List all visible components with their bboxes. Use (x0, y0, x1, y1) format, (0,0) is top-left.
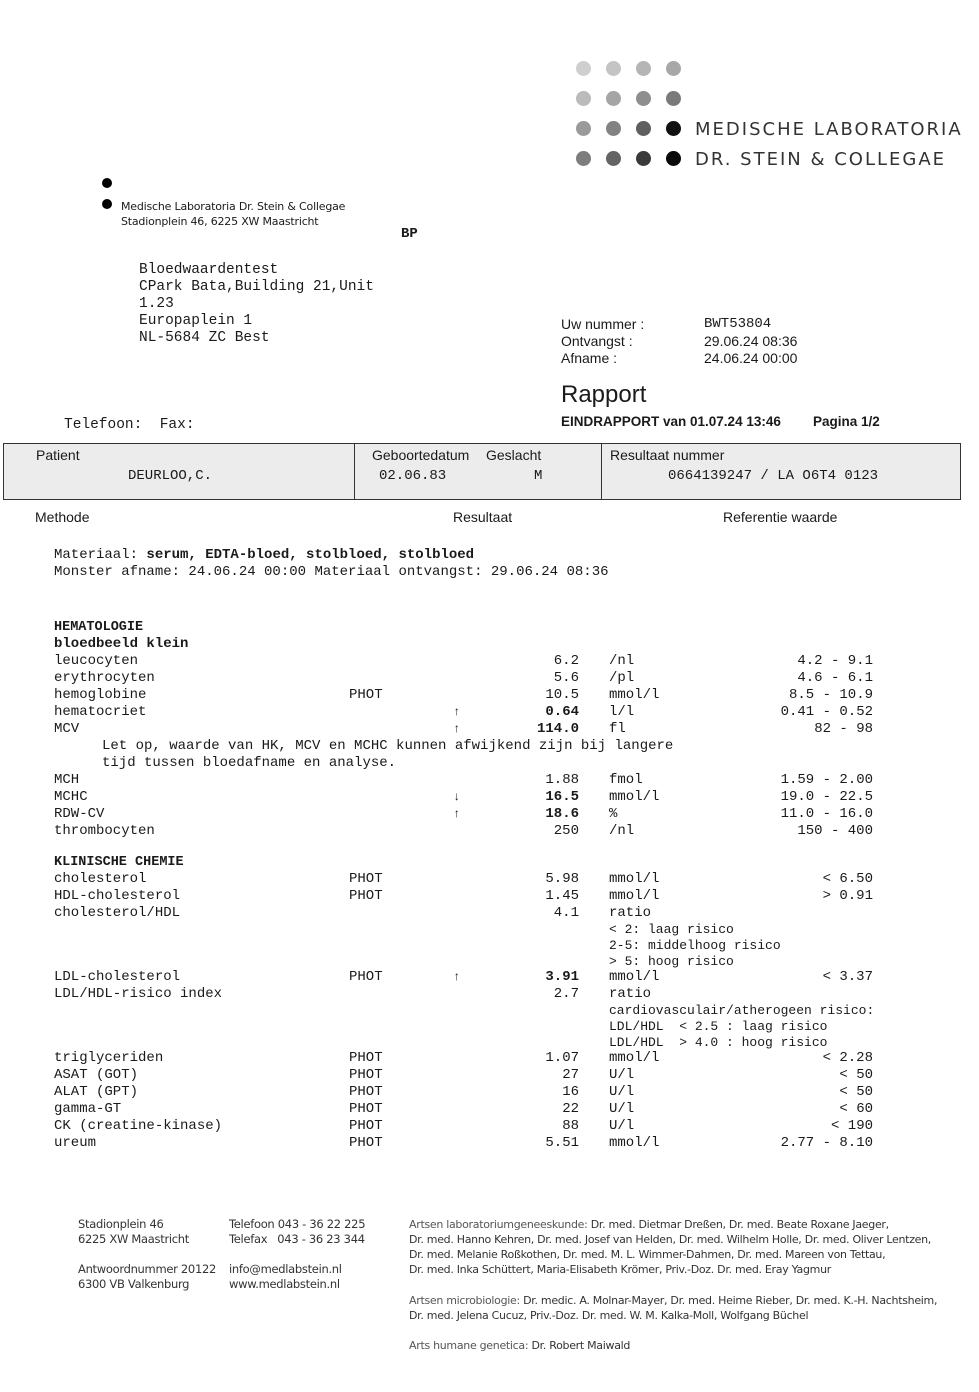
test-unit: ratio (609, 905, 652, 921)
test-value: 1.45 (545, 888, 579, 904)
table-row (0, 721, 979, 738)
test-unit: mmol/l (609, 888, 660, 904)
test-method: PHOT (349, 1101, 383, 1117)
reference-range: < 190 (830, 1118, 873, 1134)
reference-range: 82 - 98 (814, 721, 873, 737)
test-name: hematocriet (54, 704, 147, 720)
note-line: 2-5: middelhoog risico (609, 938, 781, 953)
table-row (0, 789, 979, 806)
test-value: 5.98 (545, 871, 579, 887)
test-name: MCHC (54, 789, 88, 805)
table-row (0, 1050, 979, 1067)
result-number-label: Resultaat nummer (610, 447, 725, 463)
table-row (0, 986, 979, 1003)
footer-genetics-line (409, 1338, 630, 1353)
table-row (0, 687, 979, 704)
abnormal-flag-icon: ↓ (453, 790, 461, 804)
reference-range: < 2.28 (822, 1050, 873, 1066)
logo-dot (606, 61, 621, 76)
test-value: 250 (553, 823, 579, 839)
footer-web[interactable]: info@medlabstein.nl www.medlabstein.nl (229, 1262, 342, 1291)
test-method: PHOT (349, 1050, 383, 1066)
material-line (54, 547, 474, 564)
test-unit: fl (609, 721, 626, 737)
logo-dot (666, 91, 681, 106)
hematology-subtitle: bloedbeeld klein (54, 636, 189, 652)
reference-range: 4.6 - 6.1 (797, 670, 873, 686)
col-reference: Referentie waarde (723, 509, 838, 525)
test-unit: mmol/l (609, 687, 660, 703)
logo-dot (666, 151, 681, 166)
col-result: Resultaat (453, 509, 513, 525)
test-unit: l/l (609, 704, 635, 720)
table-row (0, 1135, 979, 1152)
note-line: LDL/HDL < 2.5 : laag risico (609, 1019, 828, 1034)
test-value: 88 (562, 1118, 579, 1134)
test-value: 18.6 (545, 806, 579, 822)
phone-fax: Telefoon: Fax: (64, 417, 195, 433)
test-unit: U/l (609, 1118, 635, 1134)
test-value: 3.91 (545, 969, 579, 985)
test-unit: /pl (609, 670, 635, 686)
note-line: cardiovasculair/atherogeen risico: (609, 1003, 875, 1018)
micro-label: Artsen microbiologie: (409, 1294, 520, 1307)
test-method: PHOT (349, 1118, 383, 1134)
sex: M (534, 468, 543, 484)
test-unit: mmol/l (609, 969, 660, 985)
test-value: 27 (562, 1067, 579, 1083)
recipient-line-5: NL-5684 ZC Best (139, 330, 270, 346)
table-row (0, 1118, 979, 1135)
logo-dot (576, 151, 591, 166)
test-name: ALAT (GPT) (54, 1084, 139, 1100)
reference-range: 0.41 - 0.52 (780, 704, 873, 720)
table-row (0, 1101, 979, 1118)
table-row (0, 1067, 979, 1084)
table-row (0, 704, 979, 721)
test-name: leucocyten (54, 653, 139, 669)
abnormal-flag-icon: ↑ (453, 705, 461, 719)
test-name: HDL-cholesterol (54, 888, 181, 904)
logo-dot (576, 91, 591, 106)
reference-range: 19.0 - 22.5 (780, 789, 873, 805)
test-method: PHOT (349, 687, 383, 703)
logo-dot (636, 121, 651, 136)
test-name: cholesterol (54, 871, 147, 887)
chemistry-title: KLINISCHE CHEMIE (54, 855, 184, 870)
patient-name: DEURLOO,C. (128, 468, 213, 484)
ontvangst: 29.06.24 08:36 (704, 333, 798, 349)
logo (576, 61, 976, 171)
logo-dot (636, 91, 651, 106)
test-unit: U/l (609, 1067, 635, 1083)
test-name: CK (creatine-kinase) (54, 1118, 223, 1134)
test-value: 5.51 (545, 1135, 579, 1151)
test-unit: U/l (609, 1084, 635, 1100)
logo-line-2: DR. STEIN & COLLEGAE (695, 149, 947, 170)
table-row (0, 653, 979, 670)
patient-header (3, 443, 961, 500)
logo-dot (606, 121, 621, 136)
test-value: 16 (562, 1084, 579, 1100)
table-row (0, 969, 979, 986)
result-number: 0664139247 / LA O6T4 0123 (668, 468, 879, 484)
test-value: 2.7 (553, 986, 579, 1002)
logo-dot (636, 61, 651, 76)
bullet-icon (102, 178, 112, 188)
reference-range: 8.5 - 10.9 (788, 687, 873, 703)
note-line: LDL/HDL > 4.0 : hoog risico (609, 1035, 828, 1050)
abnormal-flag-icon: ↑ (453, 807, 461, 821)
logo-dot (606, 91, 621, 106)
footer-artsen-text: Dr. med. Hanno Kehren, Dr. med. Josef van Helden, Dr. med. Wilhelm Holle, Dr. med. Oliver Lentzen, Dr. med. Melanie Roßkothen, Dr. med. M. L. Wimmer-Dahmen, Dr. med. Mareen von Tettau, Dr. med. Inka Schüttert, Maria-Elisabeth Krömer, Priv.-Doz. Dr. med. Eray Yagmur (409, 1233, 932, 1276)
logo-dot (636, 151, 651, 166)
col-method: Methode (35, 509, 90, 525)
uw-nummer-label: Uw nummer : (561, 316, 645, 332)
recipient-line-4: Europaplein 1 (139, 313, 253, 329)
monster-line: Monster afname: 24.06.24 00:00 Materiaal ontvangst: 29.06.24 08:36 (54, 564, 609, 580)
reference-range: 2.77 - 8.10 (780, 1135, 873, 1151)
test-unit: % (609, 806, 618, 822)
test-value: 22 (562, 1101, 579, 1117)
logo-dot (666, 121, 681, 136)
reference-range: < 50 (839, 1067, 873, 1083)
test-unit: /nl (609, 653, 635, 669)
test-method: PHOT (349, 1135, 383, 1151)
uw-nummer: BWT53804 (704, 316, 772, 332)
artsen-label: Artsen laboratoriumgeneeskunde: (409, 1218, 588, 1231)
reference-range: 11.0 - 16.0 (780, 806, 873, 822)
test-unit: U/l (609, 1101, 635, 1117)
test-unit: ratio (609, 986, 652, 1002)
footer-micro-line (409, 1293, 937, 1308)
micro-text-1: Dr. medic. A. Molnar-Mayer, Dr. med. Heime Rieber, Dr. med. K.-H. Nachtsheim, (519, 1294, 938, 1307)
table-row (0, 888, 979, 905)
sender-line-1: Medische Laboratoria Dr. Stein & Collegae (121, 200, 346, 213)
page-number: Pagina 1/2 (813, 414, 880, 429)
table-row (0, 905, 979, 922)
logo-dot (576, 61, 591, 76)
hematology-note-2: tijd tussen bloedafname en analyse. (102, 755, 397, 771)
reference-range: > 0.91 (822, 888, 873, 904)
artsen-text-1: Dr. med. Dietmar Dreßen, Dr. med. Beate Roxane Jaeger, (587, 1218, 889, 1231)
abnormal-flag-icon: ↑ (453, 970, 461, 984)
test-name: thrombocyten (54, 823, 155, 839)
material-label: Materiaal: (54, 547, 139, 563)
test-name: ASAT (GOT) (54, 1067, 139, 1083)
reference-range: 1.59 - 2.00 (780, 772, 873, 788)
table-row (0, 806, 979, 823)
bullet-icon (102, 199, 112, 209)
logo-line-1: MEDISCHE LABORATORIA (695, 119, 963, 140)
bp-label: BP (401, 226, 418, 242)
sex-label: Geslacht (486, 447, 542, 463)
test-name: RDW-CV (54, 806, 105, 822)
afname-label: Afname : (561, 350, 618, 366)
test-unit: mmol/l (609, 1050, 660, 1066)
reference-range: < 50 (839, 1084, 873, 1100)
test-unit: mmol/l (609, 1135, 660, 1151)
logo-dot (606, 151, 621, 166)
test-name: cholesterol/HDL (54, 905, 181, 921)
hematology-note-1: Let op, waarde van HK, MCV en MCHC kunnen afwijkend zijn bij langere (102, 738, 674, 754)
test-unit: fmol (609, 772, 643, 788)
genetics-text: Dr. Robert Maiwald (528, 1339, 631, 1352)
footer-artsen-line (409, 1217, 889, 1232)
test-value: 1.07 (545, 1050, 579, 1066)
recipient-line-1: Bloedwaardentest (139, 262, 279, 278)
test-value: 10.5 (545, 687, 579, 703)
report-title: Rapport (561, 381, 647, 408)
test-name: ureum (54, 1135, 97, 1151)
genetics-label: Arts humane genetica: (409, 1339, 529, 1352)
test-name: hemoglobine (54, 687, 147, 703)
note-line: > 5: hoog risico (609, 954, 734, 969)
test-name: LDL/HDL-risico index (54, 986, 223, 1002)
test-value: 6.2 (553, 653, 579, 669)
sender-line-2: Stadionplein 46, 6225 XW Maastricht (121, 215, 319, 228)
test-value: 114.0 (536, 721, 579, 737)
test-value: 4.1 (553, 905, 579, 921)
test-method: PHOT (349, 888, 383, 904)
ontvangst-label: Ontvangst : (561, 333, 633, 349)
recipient-line-2: CPark Bata,Building 21,Unit (139, 279, 374, 295)
footer-phone: Telefoon 043 - 36 22 225 Telefax 043 - 36 23 344 (229, 1217, 366, 1246)
dob: 02.06.83 (379, 468, 447, 484)
footer-postal: Antwoordnummer 20122 6300 VB Valkenburg (78, 1262, 216, 1291)
reference-range: < 6.50 (822, 871, 873, 887)
table-row (0, 670, 979, 687)
test-method: PHOT (349, 1067, 383, 1083)
table-row (0, 1084, 979, 1101)
table-row (0, 871, 979, 888)
test-unit: /nl (609, 823, 635, 839)
logo-dot (666, 61, 681, 76)
test-name: gamma-GT (54, 1101, 122, 1117)
test-name: triglyceriden (54, 1050, 164, 1066)
test-value: 1.88 (545, 772, 579, 788)
recipient-line-3: 1.23 (139, 296, 174, 312)
table-row (0, 772, 979, 789)
test-value: 5.6 (553, 670, 579, 686)
material-value: serum, EDTA-bloed, stolbloed, stolbloed (146, 547, 475, 563)
test-method: PHOT (349, 871, 383, 887)
test-name: erythrocyten (54, 670, 155, 686)
reference-range: < 3.37 (822, 969, 873, 985)
logo-dot (576, 121, 591, 136)
report-subtitle: EINDRAPPORT van 01.07.24 13:46 (561, 414, 781, 429)
test-method: PHOT (349, 1084, 383, 1100)
table-row (0, 823, 979, 840)
reference-range: 150 - 400 (797, 823, 873, 839)
test-unit: mmol/l (609, 789, 660, 805)
afname: 24.06.24 00:00 (704, 350, 798, 366)
test-name: MCH (54, 772, 80, 788)
footer-address: Stadionplein 46 6225 XW Maastricht (78, 1217, 189, 1246)
test-value: 0.64 (545, 704, 579, 720)
test-value: 16.5 (545, 789, 579, 805)
patient-label: Patient (36, 447, 80, 463)
footer-micro-text: Dr. med. Jelena Cucuz, Priv.-Doz. Dr. med. W. M. Kalka-Moll, Wolfgang Büchel (409, 1309, 809, 1322)
test-name: MCV (54, 721, 80, 737)
note-line: < 2: laag risico (609, 922, 734, 937)
reference-range: 4.2 - 9.1 (797, 653, 873, 669)
hematology-title: HEMATOLOGIE (54, 620, 144, 635)
dob-label: Geboortedatum (372, 447, 470, 463)
abnormal-flag-icon: ↑ (453, 722, 461, 736)
reference-range: < 60 (839, 1101, 873, 1117)
test-name: LDL-cholesterol (54, 969, 181, 985)
test-unit: mmol/l (609, 871, 660, 887)
test-method: PHOT (349, 969, 383, 985)
